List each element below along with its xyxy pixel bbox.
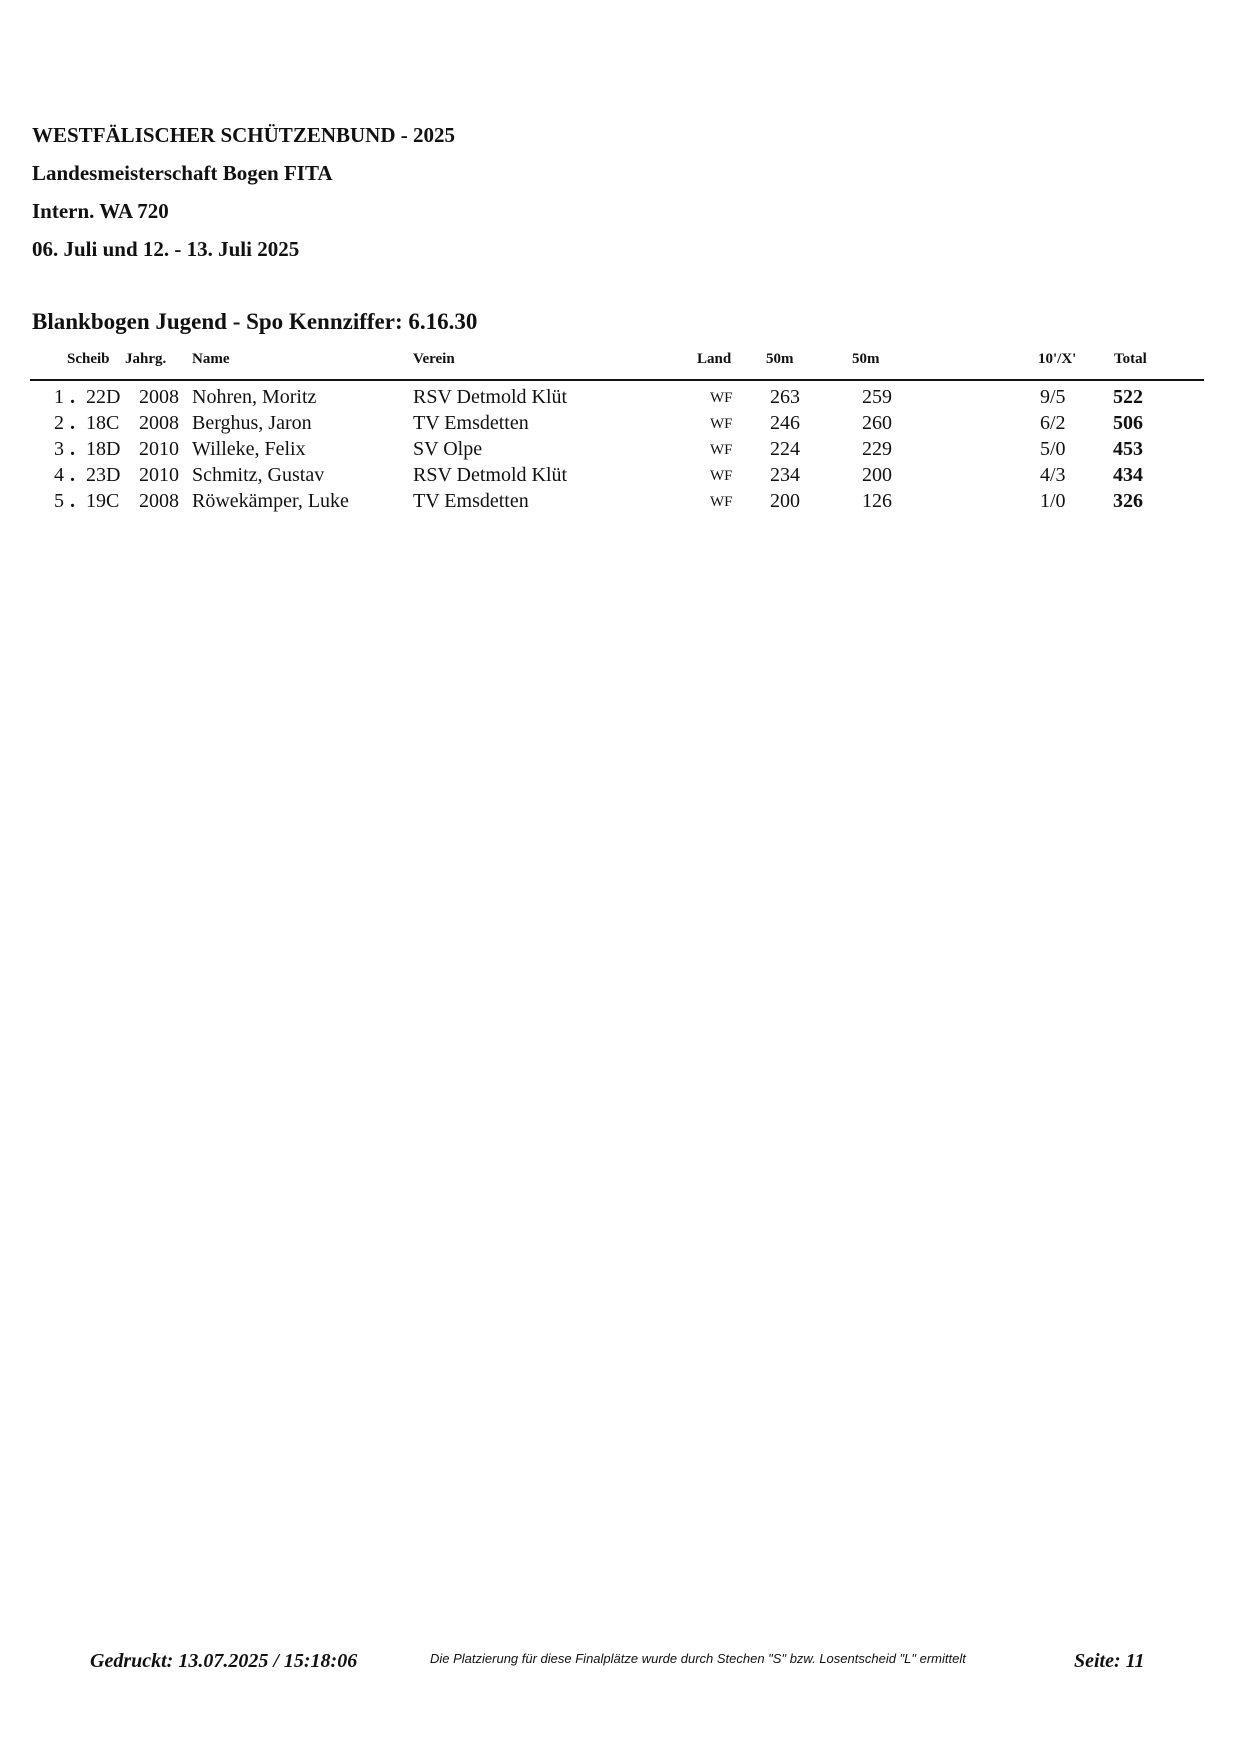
placement-note: Die Platzierung für diese Finalplätze wurde durch Stechen "S" bzw. Losentscheid "L" ermittelt [430,1651,966,1666]
col-total-header: Total [1114,351,1147,367]
club: RSV Detmold Klüt [413,464,568,486]
land: WF [710,390,733,406]
col-round1-header: 50m [766,351,794,367]
birth-year: 2010 [139,438,179,460]
rank: 5 [54,490,64,512]
land: WF [710,416,733,432]
total-score: 522 [1113,386,1143,408]
round-type: Intern. WA 720 [32,199,169,223]
birth-year: 2008 [139,386,179,408]
total-score: 434 [1113,464,1143,486]
rank-dot: . [70,412,75,434]
rank-dot: . [70,464,75,486]
round1-score: 234 [770,464,800,486]
round1-score: 200 [770,490,800,512]
rank: 2 [54,412,64,434]
archer-name: Schmitz, Gustav [192,464,325,486]
target: 23D [86,464,121,486]
tens-x: 6/2 [1040,412,1066,434]
archer-name: Berghus, Jaron [192,412,312,434]
table-row [0,386,1240,412]
col-year-header: Jahrg. [125,351,167,367]
col-name-header: Name [192,351,230,367]
round2-score: 259 [862,386,892,408]
round1-score: 224 [770,438,800,460]
archer-name: Willeke, Felix [192,438,306,460]
club: TV Emsdetten [413,412,529,434]
event-dates: 06. Juli und 12. - 13. Juli 2025 [32,237,300,261]
category-heading: Blankbogen Jugend - Spo Kennziffer: 6.16.30 [32,309,478,334]
round2-score: 200 [862,464,892,486]
round2-score: 260 [862,412,892,434]
birth-year: 2008 [139,490,179,512]
round2-score: 229 [862,438,892,460]
table-row [0,490,1240,516]
printed-timestamp: Gedruckt: 13.07.2025 / 15:18:06 [90,1650,358,1672]
club: TV Emsdetten [413,490,529,512]
rank-dot: . [70,386,75,408]
round1-score: 246 [770,412,800,434]
col-club-header: Verein [413,351,455,367]
table-row [0,412,1240,438]
total-score: 326 [1113,490,1143,512]
archer-name: Röwekämper, Luke [192,490,349,512]
table-row [0,438,1240,464]
col-round2-header: 50m [852,351,880,367]
round2-score: 126 [862,490,892,512]
target: 18D [86,438,121,460]
tens-x: 1/0 [1040,490,1066,512]
birth-year: 2010 [139,464,179,486]
rank-dot: . [70,490,75,512]
total-score: 453 [1113,438,1143,460]
target: 22D [86,386,121,408]
rank: 3 [54,438,64,460]
table-row [0,464,1240,490]
land: WF [710,442,733,458]
total-score: 506 [1113,412,1143,434]
tens-x: 5/0 [1040,438,1066,460]
target: 18C [86,412,120,434]
tens-x: 9/5 [1040,386,1066,408]
round1-score: 263 [770,386,800,408]
archer-name: Nohren, Moritz [192,386,317,408]
col-target-header: Scheib [67,351,110,367]
federation-title: WESTFÄLISCHER SCHÜTZENBUND - 2025 [32,123,455,147]
tens-x: 4/3 [1040,464,1066,486]
rank: 4 [54,464,64,486]
col-land-header: Land [697,351,732,367]
header-rule [30,379,1204,381]
club: SV Olpe [413,438,483,460]
land: WF [710,468,733,484]
club: RSV Detmold Klüt [413,386,568,408]
target: 19C [86,490,120,512]
page-number: Seite: 11 [1074,1650,1145,1672]
birth-year: 2008 [139,412,179,434]
championship-title: Landesmeisterschaft Bogen FITA [32,161,333,185]
rank-dot: . [70,438,75,460]
rank: 1 [54,386,64,408]
col-tens-x-header: 10'/X' [1038,351,1077,367]
land: WF [710,494,733,510]
